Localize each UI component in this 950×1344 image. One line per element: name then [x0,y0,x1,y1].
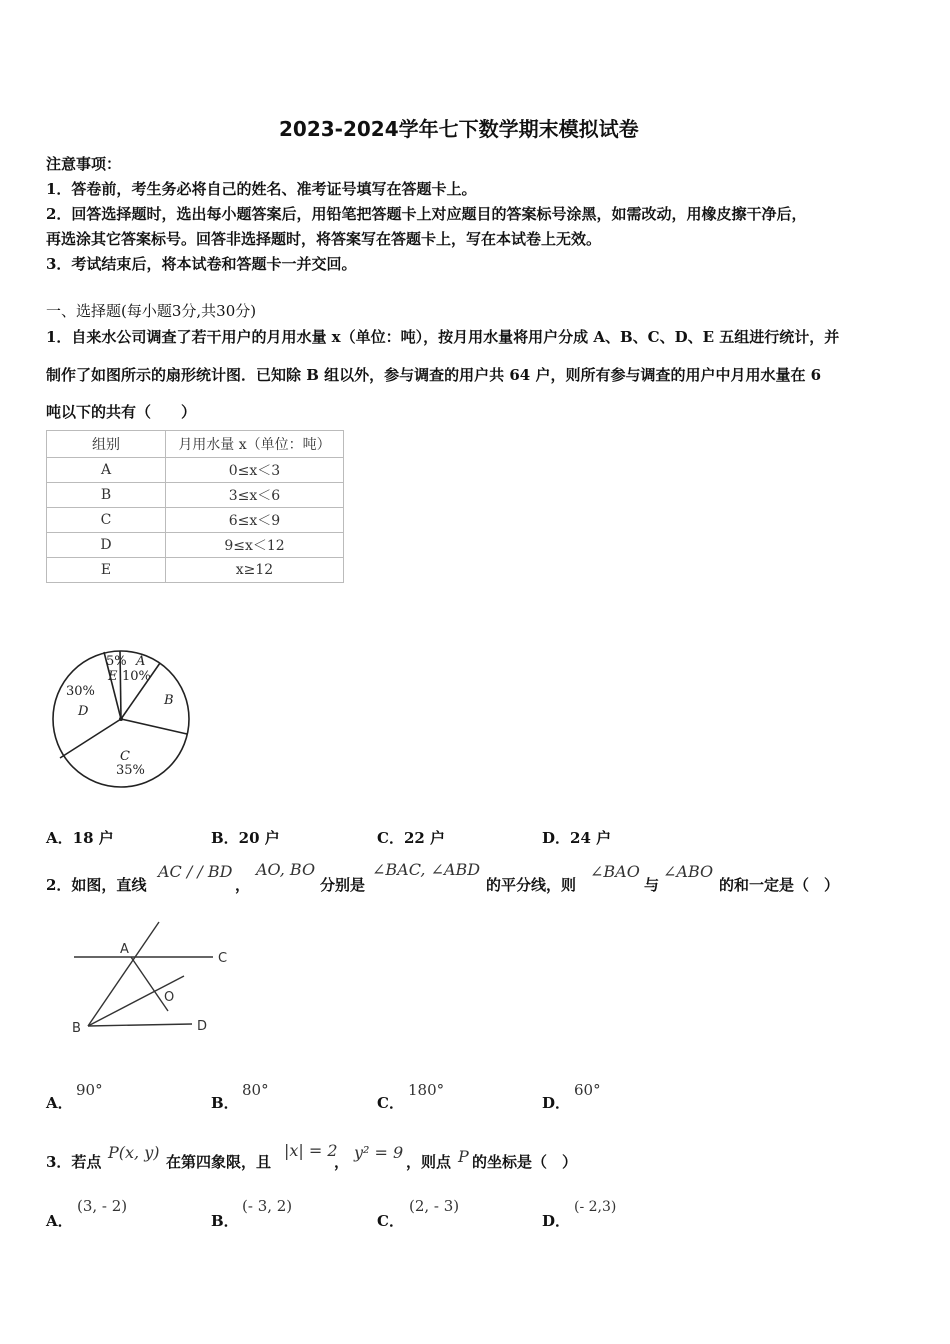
table-row [47,483,344,508]
point-d-label: D [197,1019,208,1034]
table-header: 月用水量 x（单位：吨） [166,431,344,458]
pie-divider-c-d [60,719,121,758]
pie-label-d: D [78,704,89,719]
q2-option-d-letter[interactable]: D． [542,1094,571,1112]
section-heading: 一、选择题(每小题3分,共30分) [46,302,257,320]
q1-option-b[interactable]: B．20 户 [211,829,280,847]
point-a-label: A [120,942,129,957]
pie-label-d-pct: 30% [66,684,95,699]
q2-comma: ， [235,876,251,894]
q2-math-bao: ∠BAO [590,862,640,881]
q2-prefix: 2．如图，直线 [46,876,147,894]
table-cell: 9≤x＜12 [166,533,344,558]
q1-line3: 吨以下的共有（ ） [46,403,197,421]
table-cell: E [47,558,166,583]
q1-option-a[interactable]: A．18 户 [46,829,114,847]
notes-heading: 注意事项： [46,155,122,173]
pie-label-e: E [108,669,118,684]
table-cell: C [47,508,166,533]
pie-label-a: A [136,654,146,669]
q3-option-a-value: (3, - 2) [77,1197,128,1215]
q3-option-d-letter[interactable]: D． [542,1212,571,1230]
table-row [47,533,344,558]
line-ao [131,957,168,1011]
q3-math-p: P [458,1147,469,1166]
q2-option-d-value: 60° [574,1081,601,1099]
q2-option-c-value: 180° [408,1081,445,1099]
table-row [47,458,344,483]
notes-item-1: 1．答卷前，考生务必将自己的姓名、准考证号填写在答题卡上。 [46,180,477,198]
q3-text-3: ，则点 [406,1153,452,1171]
table-row [47,558,344,583]
table-cell: B [47,483,166,508]
q2-option-a-value: 90° [76,1081,103,1099]
q2-text-2: 分别是 [320,876,366,894]
q3-text-1: 在第四象限，且 [166,1153,272,1171]
point-b-label: B [72,1021,81,1036]
pie-label-b: B [164,693,174,708]
line-ba-extended [88,922,159,1026]
q2-option-b-value: 80° [242,1081,269,1099]
q3-option-d-value: (- 2,3) [574,1199,617,1215]
pie-chart [40,640,210,790]
q2-math-parallel: AC / / BD [158,862,233,881]
group-table [46,430,344,583]
q2-text-3: 的平分线，则 [486,876,577,894]
q3-math-ysq: y² = 9 [354,1143,404,1162]
q3-prefix: 3．若点 [46,1153,102,1171]
table-cell: 3≤x＜6 [166,483,344,508]
q2-math-angles: ∠BAC, ∠ABD [372,860,481,879]
pie-divider-b-c [121,719,187,734]
q2-option-c-letter[interactable]: C． [377,1094,404,1112]
q2-math-bisectors: AO, BO [256,860,316,879]
point-o-label: O [164,990,175,1005]
pie-label-c-pct: 35% [116,763,145,778]
q2-text-4: 与 [644,876,660,894]
point-c-label: C [218,951,228,966]
pie-label-c: C [120,749,130,764]
table-header-row [47,431,344,458]
q3-math-absx: |x| = 2 [284,1141,338,1160]
q3-option-c-value: (2, - 3) [409,1197,460,1215]
q3-option-b-value: (- 3, 2) [242,1197,293,1215]
table-cell: D [47,533,166,558]
q1-option-c[interactable]: C．22 户 [377,829,446,847]
pie-label-a-pct: 10% [122,669,151,684]
q2-text-5: 的和一定是（ ） [719,876,840,894]
pie-center [119,717,123,721]
q3-math-point: P(x, y) [108,1143,160,1162]
q1-line1: 1．自来水公司调查了若干用户的月用水量 x（单位：吨），按月用水量将用户分成 A、B、C、D、E 五组进行统计，并 [46,328,840,346]
line-bd [88,1024,192,1026]
q2-math-abo: ∠ABO [663,862,714,881]
pie-label-e-pct: 5% [106,654,127,669]
q3-comma: ， [334,1153,350,1171]
notes-item-2-line1: 2．回答选择题时，选出每小题答案后，用铅笔把答题卡上对应题目的答案标号涂黑，如需改动，用橡皮擦干净后， [46,205,807,223]
table-cell: A [47,458,166,483]
q2-option-a-letter[interactable]: A． [46,1094,73,1112]
q1-line2: 制作了如图所示的扇形统计图．已知除 B 组以外，参与调查的用户共 64 户，则所有参与调查的用户中月用水量在 6 [46,366,822,384]
q2-geometry-figure [66,912,246,1042]
table-row [47,508,344,533]
notes-item-2-line2: 再选涂其它答案标号。回答非选择题时，将答案写在答题卡上，写在本试卷上无效。 [46,230,602,248]
table-cell: 0≤x＜3 [166,458,344,483]
q1-option-d[interactable]: D．24 户 [542,829,612,847]
q2-option-b-letter[interactable]: B． [211,1094,239,1112]
q3-option-c-letter[interactable]: C． [377,1212,404,1230]
q3-option-b-letter[interactable]: B． [211,1212,239,1230]
table-cell: 6≤x＜9 [166,508,344,533]
q3-option-a-letter[interactable]: A． [46,1212,73,1230]
page-title: 2023-2024学年七下数学期末模拟试卷 [279,117,639,141]
q3-text-4: 的坐标是（ ） [472,1153,578,1171]
notes-item-3: 3．考试结束后，将本试卷和答题卡一并交回。 [46,255,357,273]
table-cell: x≥12 [166,558,344,583]
table-header: 组别 [47,431,166,458]
